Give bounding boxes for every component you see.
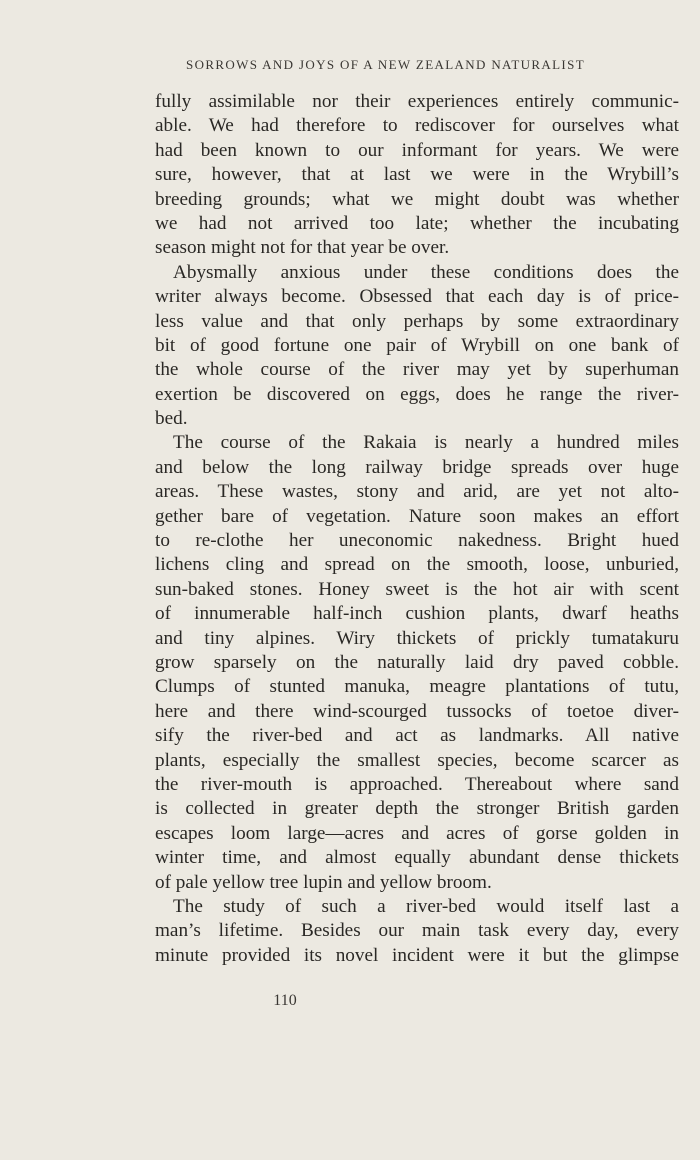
text-line: the whole course of the river may yet by superhuman [155,359,679,381]
text-line: plants, especially the smallest species, become scarcer as [155,749,679,771]
text-line: The course of the Rakaia is nearly a hundred miles [173,432,679,454]
text-line: Clumps of stunted manuka, meagre plantations of tutu, [155,676,679,698]
text-line: is collected in greater depth the stronger British garden [155,798,679,820]
text-line: areas. These wastes, stony and arid, are yet not alto- [155,481,679,503]
text-line: the river-mouth is approached. Thereabout where sand [155,773,679,795]
body-text [155,90,679,968]
text-line: of pale yellow tree lupin and yellow broom. [155,871,492,893]
text-line: season might not for that year be over. [155,237,450,259]
text-line: grow sparsely on the naturally laid dry paved cobble. [155,651,679,673]
text-line: and tiny alpines. Wiry thickets of prickly tumatakuru [155,627,679,649]
text-line: fully assimilable nor their experiences entirely communic- [155,91,679,112]
text-line: here and there wind-scourged tussocks of toetoe diver- [155,700,679,722]
text-line: less value and that only perhaps by some extraordinary [155,310,679,332]
text-line: and below the long railway bridge spreads over huge [155,456,679,478]
text-line: sify the river-bed and act as landmarks. All native [155,725,679,747]
text-line: of innumerable half-inch cushion plants, dwarf heaths [155,603,679,625]
text-line: escapes loom large—acres and acres of gorse golden in [155,822,679,844]
text-line: sure, however, that at last we were in the Wrybill’s [155,164,679,186]
text-line: we had not arrived too late; whether the incubating [155,212,679,234]
text-line: to re-clothe her uneconomic nakedness. Bright hued [155,530,679,552]
text-line: winter time, and almost equally abundant dense thickets [155,847,679,869]
text-line: Abysmally anxious under these conditions does the [173,261,679,283]
page-number: 110 [273,992,297,1009]
text-line: had been known to our informant for years. We were [155,139,679,161]
text-line: writer always become. Obsessed that each day is of price- [155,286,679,308]
text-line: bed. [155,408,188,430]
text-line: lichens cling and spread on the smooth, loose, unburied, [155,554,679,576]
text-line: breeding grounds; what we might doubt was whether [155,188,679,210]
text-line: minute provided its novel incident were it but the glimpse [155,944,679,966]
text-line: gether bare of vegetation. Nature soon makes an effort [155,505,679,527]
text-line: sun-baked stones. Honey sweet is the hot air with scent [155,578,679,600]
text-line: The study of such a river-bed would itself last a [173,895,679,917]
text-line: able. We had therefore to rediscover for ourselves what [155,115,679,137]
text-line: man’s lifetime. Besides our main task every day, every [155,920,679,942]
running-head: SORROWS AND JOYS OF A NEW ZEALAND NATURALIST [186,57,585,72]
text-line: exertion be discovered on eggs, does he range the river- [155,383,679,405]
text-line: bit of good fortune one pair of Wrybill on one bank of [155,334,679,356]
